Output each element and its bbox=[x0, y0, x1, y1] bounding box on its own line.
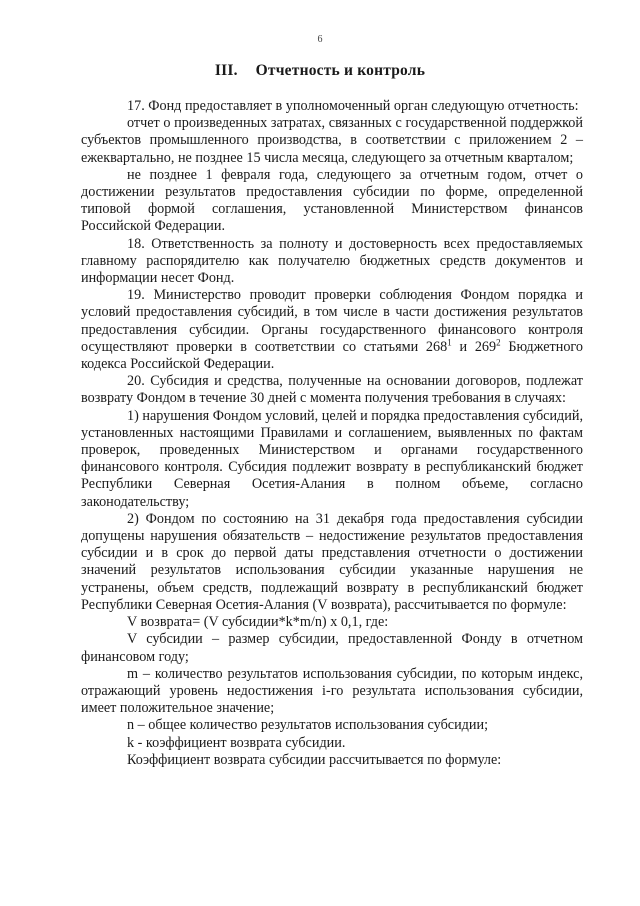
definition-m: m – количество результатов использования субсидии, по которым индекс, отражающий уровень недостижения i-го результата использования субсидии, имеет положительное значение; bbox=[81, 665, 583, 717]
definition-n: n – общее количество результатов использования субсидии; bbox=[127, 717, 489, 734]
article-268-superscript: 1 bbox=[447, 337, 452, 348]
paragraph-19-text-before: 19. Министерство проводит проверки соблюдения Фондом порядка и условий предоставления субсидий, в том числе в части достижения результатов предоставления субсидии. Органы государственного финансового контроля осуществляют проверки в соответствии со статьями 268 bbox=[81, 287, 583, 355]
section-title: Отчетность и контроль bbox=[255, 62, 426, 79]
definition-k: k - коэффициент возврата субсидии. bbox=[127, 734, 346, 751]
section-numeral: III. bbox=[214, 62, 238, 79]
paragraph-17: 17. Фонд предоставляет в уполномоченный орган следующую отчетность: bbox=[127, 98, 579, 114]
paragraph-19-text-middle: и 269 bbox=[451, 338, 497, 355]
paragraph-20-case-1: 1) нарушения Фондом условий, целей и порядка предоставления субсидий, установленных настоящими Правилами и соглашением, выявленных по фактам проверок, проведенных Министерством и органами государственного финансового контроля. Субсидия подлежит возврату в республиканский бюджет Республики Северная Осетия-Алания в полном объеме, согласно законодательству; bbox=[81, 407, 583, 510]
paragraph-18: 18. Ответственность за полноту и достоверность всех предоставляемых главному распорядителю как получателю бюджетных средств документов и информации несет Фонд. bbox=[81, 235, 583, 287]
document-body bbox=[81, 98, 583, 769]
article-269-superscript: 2 bbox=[496, 337, 501, 348]
coefficient-formula-intro: Коэффициент возврата субсидии рассчитывается по формуле: bbox=[127, 751, 502, 768]
definition-v-subsidy: V субсидии – размер субсидии, предоставленной Фонду в отчетном финансовом году; bbox=[81, 631, 583, 665]
section-heading bbox=[0, 62, 640, 80]
page-number: 6 bbox=[317, 34, 323, 45]
paragraph-17-item-expenses-report: отчет о произведенных затратах, связанных с государственной поддержкой субъектов промышленного производства, в соответствии с приложением 2 – ежеквартально, не позднее 15 числа месяца, следующего за отчетным кварталом; bbox=[81, 115, 583, 166]
paragraph-20: 20. Субсидия и средства, полученные на основании договоров, подлежат возврату Фондом в течение 30 дней с момента получения требования в случаях: bbox=[81, 373, 583, 407]
paragraph-19-text-after: Бюджетного кодекса Российской Федерации. bbox=[81, 338, 583, 373]
paragraph-17-item-results-report: не позднее 1 февраля года, следующего за отчетным годом, отчет о достижении результатов предоставления субсидии по форме, определенной типовой формой соглашения, установленной Министерством финансов Российской Федерации. bbox=[81, 166, 583, 235]
refund-formula: V возврата= (V субсидии*k*m/n) х 0,1, где: bbox=[127, 614, 389, 631]
paragraph-20-case-2: 2) Фондом по состоянию на 31 декабря года предоставления субсидии допущены нарушения обязательств – недостижение результатов предоставления субсидии и в срок до первой даты представления отчетности о достижении значений результатов использования субсидии указанные нарушения не устранены, объем средств, подлежащий возврату в республиканский бюджет Республики Северная Осетия-Алания (V возврата), рассчитывается по формуле: bbox=[81, 510, 583, 613]
paragraph-19 bbox=[81, 287, 583, 373]
